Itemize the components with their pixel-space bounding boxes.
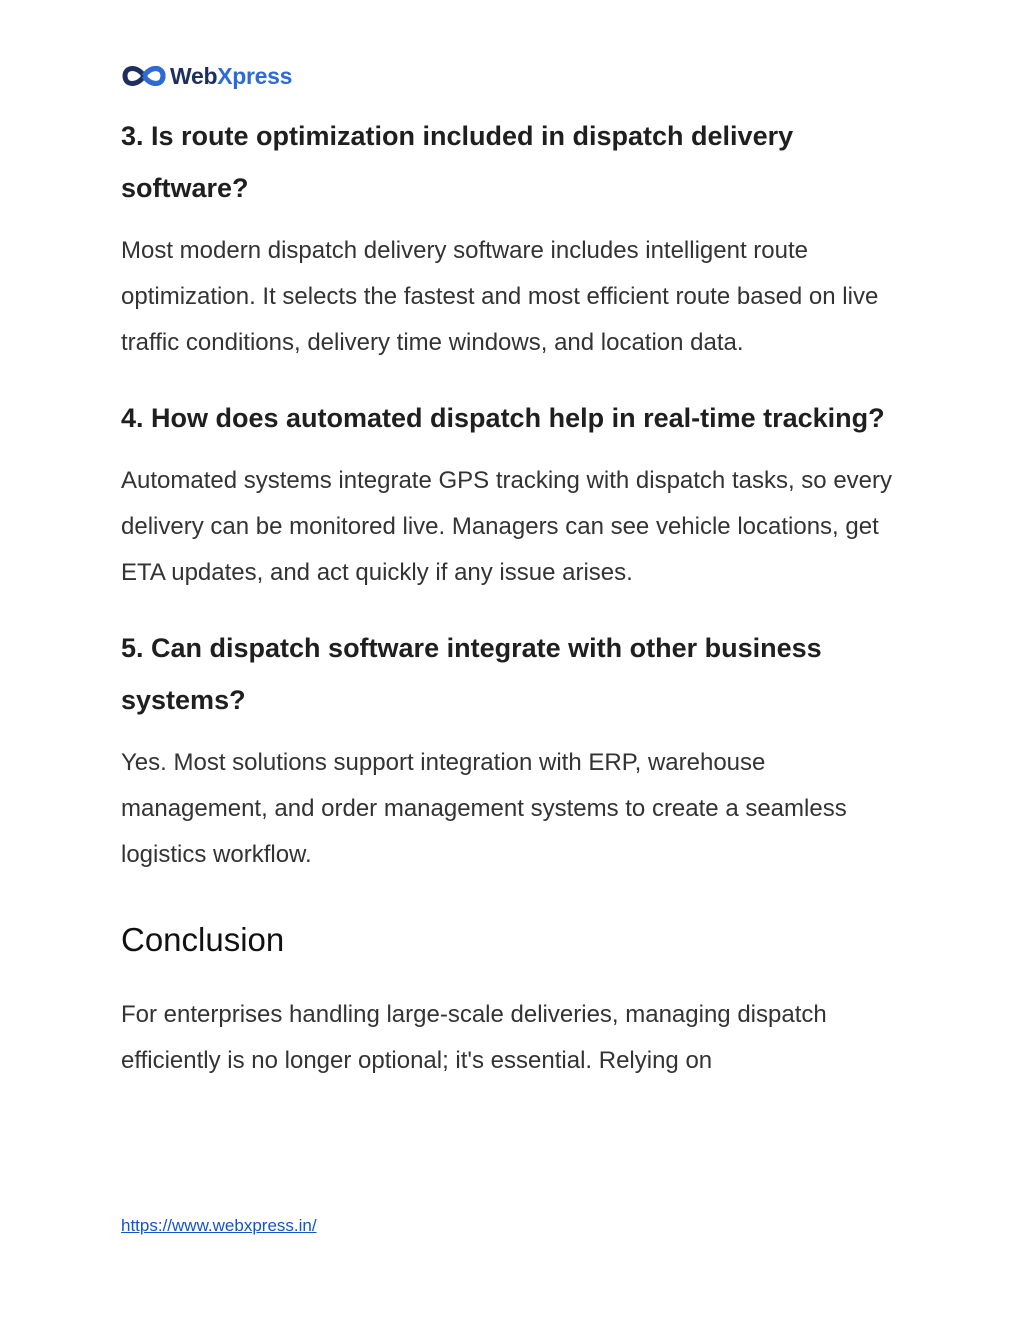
document-body: [121, 110, 911, 1084]
faq-question-4: 4. How does automated dispatch help in real-time tracking?: [121, 403, 885, 433]
conclusion-text: For enterprises handling large-scale deliveries, managing dispatch efficiently is no longer optional; it's essential. Relying on: [121, 1001, 827, 1074]
logo-text-web: Web: [170, 62, 218, 89]
faq-question-5: 5. Can dispatch software integrate with other business systems?: [121, 633, 822, 715]
faq-answer-5: Yes. Most solutions support integration with ERP, warehouse management, and order management systems to create a seamless logistics workflow.: [121, 749, 847, 868]
infinity-logo-icon: [121, 61, 167, 91]
website-link[interactable]: https://www.webxpress.in/: [121, 1216, 317, 1235]
logo-wordmark: [170, 63, 292, 90]
faq-question-3: 3. Is route optimization included in dispatch delivery software?: [121, 121, 794, 203]
logo-text-xpress: Xpress: [217, 62, 293, 89]
faq-answer-4: Automated systems integrate GPS tracking with dispatch tasks, so every delivery can be monitored live. Managers can see vehicle locations, get ETA updates, and act quickly if any issue arises.: [121, 467, 892, 586]
conclusion-heading: Conclusion: [121, 921, 285, 958]
webxpress-logo: [121, 58, 292, 94]
faq-answer-3: Most modern dispatch delivery software includes intelligent route optimization. It selects the fastest and most efficient route based on live traffic conditions, delivery time windows, and location data.: [121, 237, 879, 356]
